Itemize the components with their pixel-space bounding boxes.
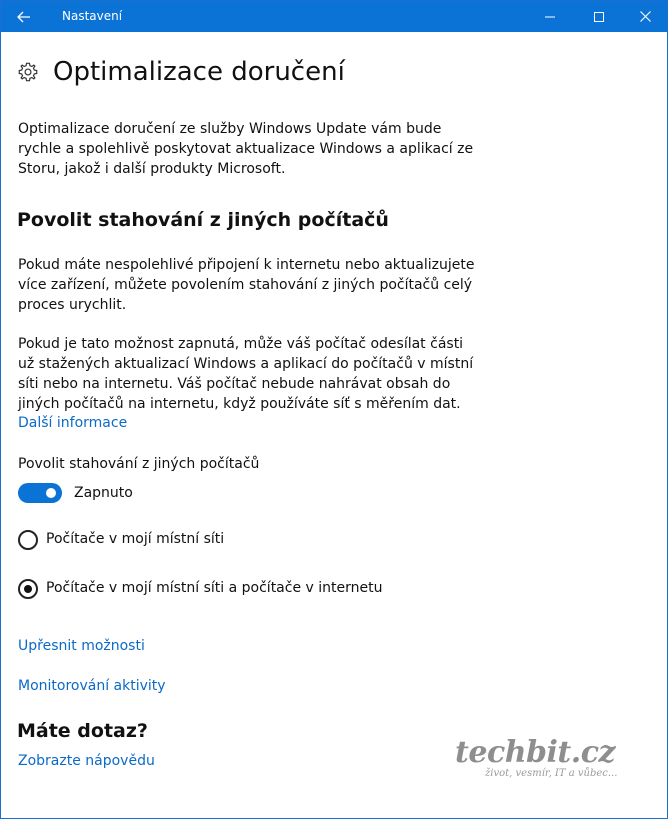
maximize-button[interactable]	[576, 1, 622, 32]
toggle-state-label: Zapnuto	[74, 485, 133, 501]
download-toggle[interactable]	[18, 483, 62, 503]
radio-selected-dot	[24, 585, 32, 593]
activity-monitor-link[interactable]: Monitorování aktivity	[18, 678, 166, 694]
radio-local-and-internet[interactable]	[18, 579, 38, 599]
section-description: Pokud máte nespolehlivé připojení k internetu nebo aktualizujete více zařízení, můžete povolením stahování z jiných počítačů celý proces urychlit.	[18, 257, 475, 313]
section-details: Pokud je tato možnost zapnutá, může váš počítač odesílat části už stažených aktualizací Windows a aplikací do počítačů v místní síti nebo na internetu. Váš počítač nebude nahrávat obsah do jiných počítačů na internetu, když používáte síť s měřením dat.	[18, 336, 474, 412]
title-bar	[1, 1, 667, 32]
arrow-left-icon	[17, 11, 31, 23]
close-icon	[640, 11, 651, 22]
page-title: Optimalizace doručení	[53, 57, 345, 87]
radio-label-local-and-internet[interactable]: Počítače v mojí místní síti a počítače v internetu	[46, 580, 383, 596]
window-title: Nastavení	[62, 9, 123, 23]
maximize-icon	[594, 12, 604, 22]
watermark-tagline: život, vesmír, IT a vůbec...	[485, 768, 618, 779]
minimize-button[interactable]	[527, 1, 573, 32]
radio-label-local-network[interactable]: Počítače v mojí místní síti	[46, 531, 225, 547]
toggle-label: Povolit stahování z jiných počítačů	[18, 456, 260, 472]
watermark-logo: techbit.cz	[455, 735, 615, 770]
gear-icon	[17, 61, 39, 83]
advanced-options-link[interactable]: Upřesnit možnosti	[18, 638, 145, 654]
get-help-link[interactable]: Zobrazte nápovědu	[18, 753, 155, 769]
radio-local-network[interactable]	[18, 530, 38, 550]
toggle-knob	[46, 488, 56, 498]
section-title: Povolit stahování z jiných počítačů	[17, 209, 389, 231]
intro-text: Optimalizace doručení ze služby Windows Update vám bude rychle a spolehlivě poskytovat aktualizace Windows a aplikací ze Storu, jakož i další produkty Microsoft.	[18, 121, 474, 177]
more-info-link[interactable]: Další informace	[18, 415, 128, 431]
close-button[interactable]	[622, 1, 668, 32]
back-button[interactable]	[1, 1, 47, 32]
minimize-icon	[545, 12, 555, 22]
help-title: Máte dotaz?	[17, 720, 148, 742]
